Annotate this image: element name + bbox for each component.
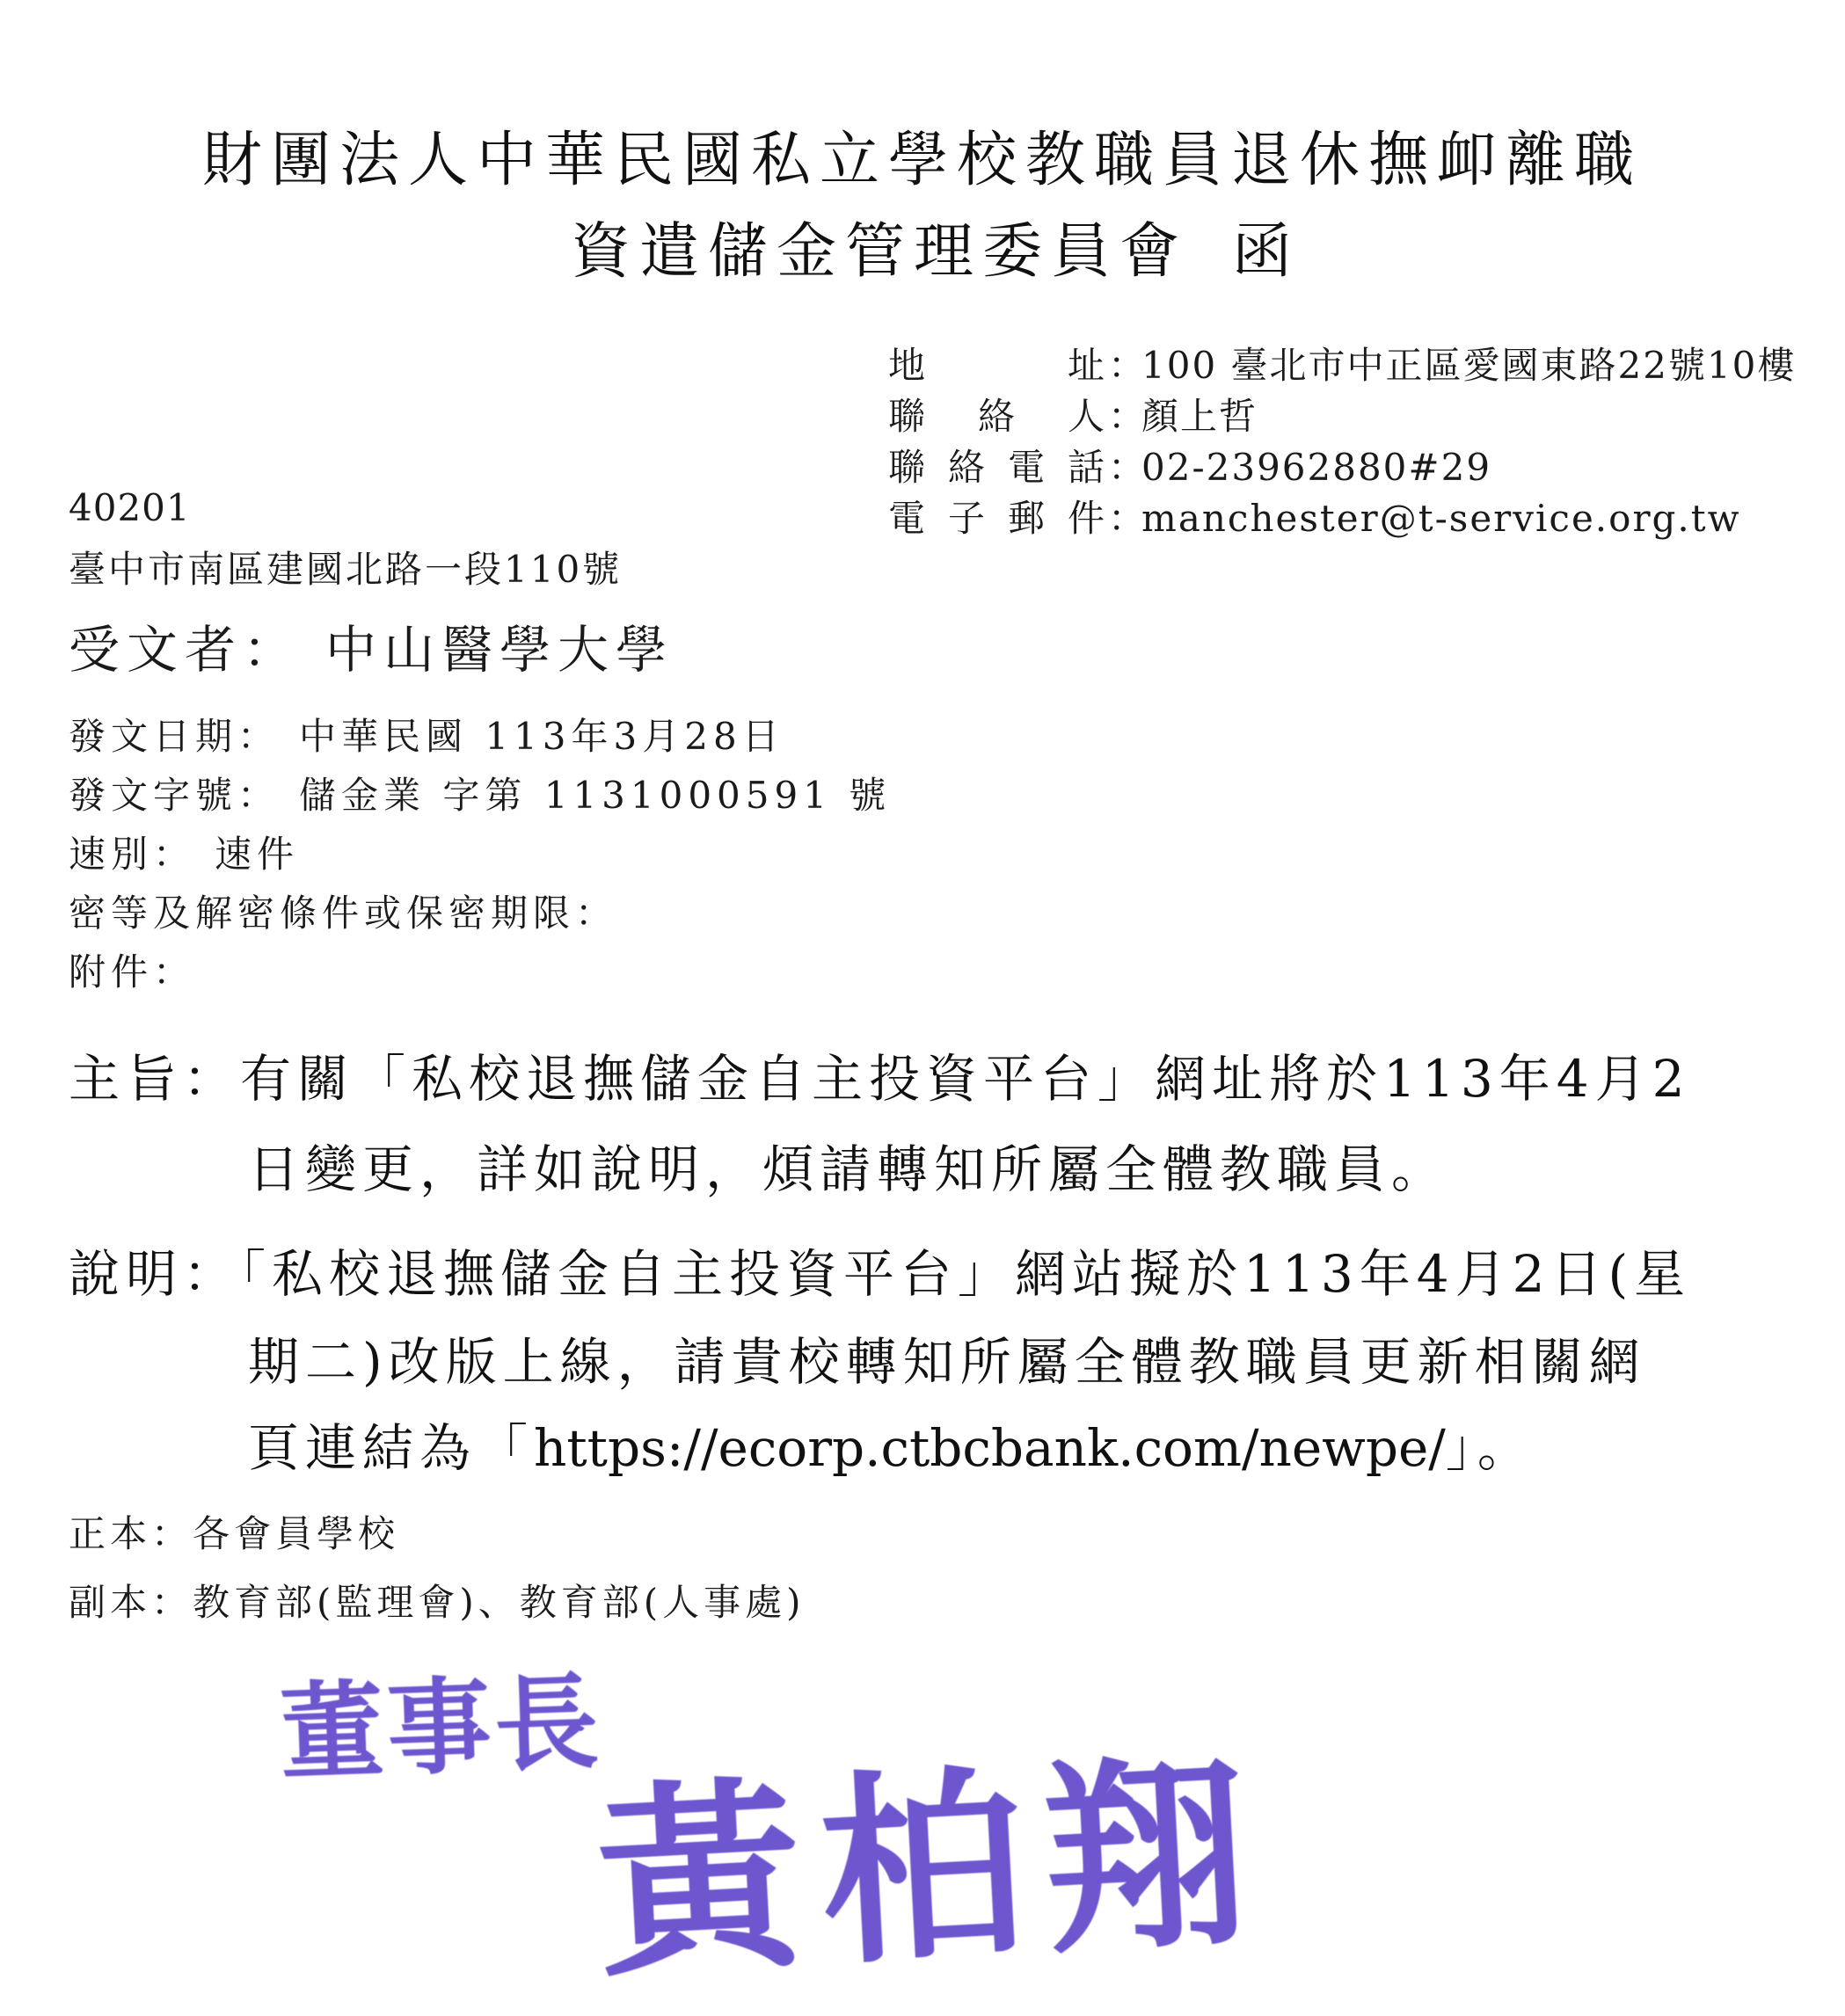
contact-person-row <box>888 388 1258 440</box>
issue-date-value: 中華民國 113年3月28日 <box>299 715 784 758</box>
copy-recipients-label: 副本： <box>69 1581 193 1624</box>
attachment-row <box>69 943 195 996</box>
security-level-label: 密等及解密條件或保密期限： <box>69 892 618 935</box>
attachment-label: 附件： <box>69 950 196 993</box>
sender-address-label: 地址 <box>888 344 1108 387</box>
contact-phone-label: 聯絡電話 <box>888 446 1108 489</box>
speed-row <box>69 826 299 878</box>
issue-date-label: 發文日期： <box>69 715 281 758</box>
label-separator: ： <box>1108 497 1148 540</box>
label-separator: ： <box>1108 446 1148 489</box>
contact-phone-row <box>888 439 1491 491</box>
description-line-1 <box>69 1233 1691 1306</box>
recipient-address: 臺中市南區建國北路一段110號 <box>69 548 623 591</box>
platform-url: https://ecorp.ctbcbank.com/newpe/ <box>534 1418 1446 1478</box>
speed-value: 速件 <box>215 833 300 876</box>
document-title-line-2 <box>0 204 1845 289</box>
description-text-3-prefix: 頁連結為「 <box>248 1418 535 1478</box>
issue-number-label: 發文字號： <box>69 774 281 817</box>
description-text-3-suffix: 」。 <box>1445 1418 1535 1478</box>
description-text-1: 「私校退撫儲金自主投資平台」網站擬於113年4月2日(星 <box>240 1244 1692 1304</box>
sender-address-value: 100 臺北市中正區愛國東路22號10樓 <box>1141 344 1797 387</box>
recipient-postal-code: 40201 <box>69 486 191 529</box>
document-type-label: 函 <box>1232 217 1302 287</box>
document-title-org: 資遣儲金管理委員會 <box>570 217 1188 287</box>
contact-email-row <box>888 490 1741 542</box>
subject-text-2: 日變更，詳如說明，煩請轉知所屬全體教職員。 <box>248 1139 1449 1199</box>
speed-label: 速別： <box>69 833 196 876</box>
recipient-name: 中山醫學大學 <box>325 620 675 680</box>
sender-address-row <box>888 337 1796 389</box>
contact-email-value: manchester@t-service.org.tw <box>1141 497 1741 540</box>
copy-recipients-value: 教育部(監理會)、教育部(人事處) <box>193 1581 806 1624</box>
original-recipients-row <box>69 1505 399 1558</box>
issue-number-value: 儲金業 字第 1131000591 號 <box>299 774 892 817</box>
recipient-label: 受文者： <box>69 620 302 680</box>
contact-person-label: 聯絡人 <box>888 395 1108 438</box>
subject-label: 主旨： <box>69 1049 241 1109</box>
contact-email-label: 電子郵件 <box>888 497 1108 540</box>
description-label: 說明： <box>69 1244 241 1304</box>
description-text-2: 期二)改版上線，請貴校轉知所屬全體教職員更新相關網 <box>248 1332 1646 1392</box>
recipient-row <box>69 608 674 682</box>
label-separator: ： <box>1108 395 1148 438</box>
signature-title-stamp: 董事長 <box>278 1660 604 1794</box>
copy-recipients-row <box>69 1574 806 1627</box>
subject-text-1: 有關「私校退撫儲金自主投資平台」網址將於113年4月2 <box>240 1049 1691 1109</box>
original-recipients-value: 各會員學校 <box>193 1512 400 1555</box>
description-line-3 <box>248 1407 1535 1481</box>
label-separator: ： <box>1108 344 1148 387</box>
document-title-line-1: 財團法人中華民國私立學校教職員退休撫卹離職 <box>201 126 1643 195</box>
issue-number-row <box>69 767 891 819</box>
subject-line-1 <box>69 1037 1691 1111</box>
original-recipients-label: 正本： <box>69 1512 193 1555</box>
signature-name-stamp: 黃柏翔 <box>591 1730 1273 2005</box>
contact-person-value: 顏上哲 <box>1141 395 1258 438</box>
security-level-row <box>69 884 617 937</box>
issue-date-row <box>69 708 784 761</box>
contact-phone-value: 02-23962880#29 <box>1141 446 1492 489</box>
